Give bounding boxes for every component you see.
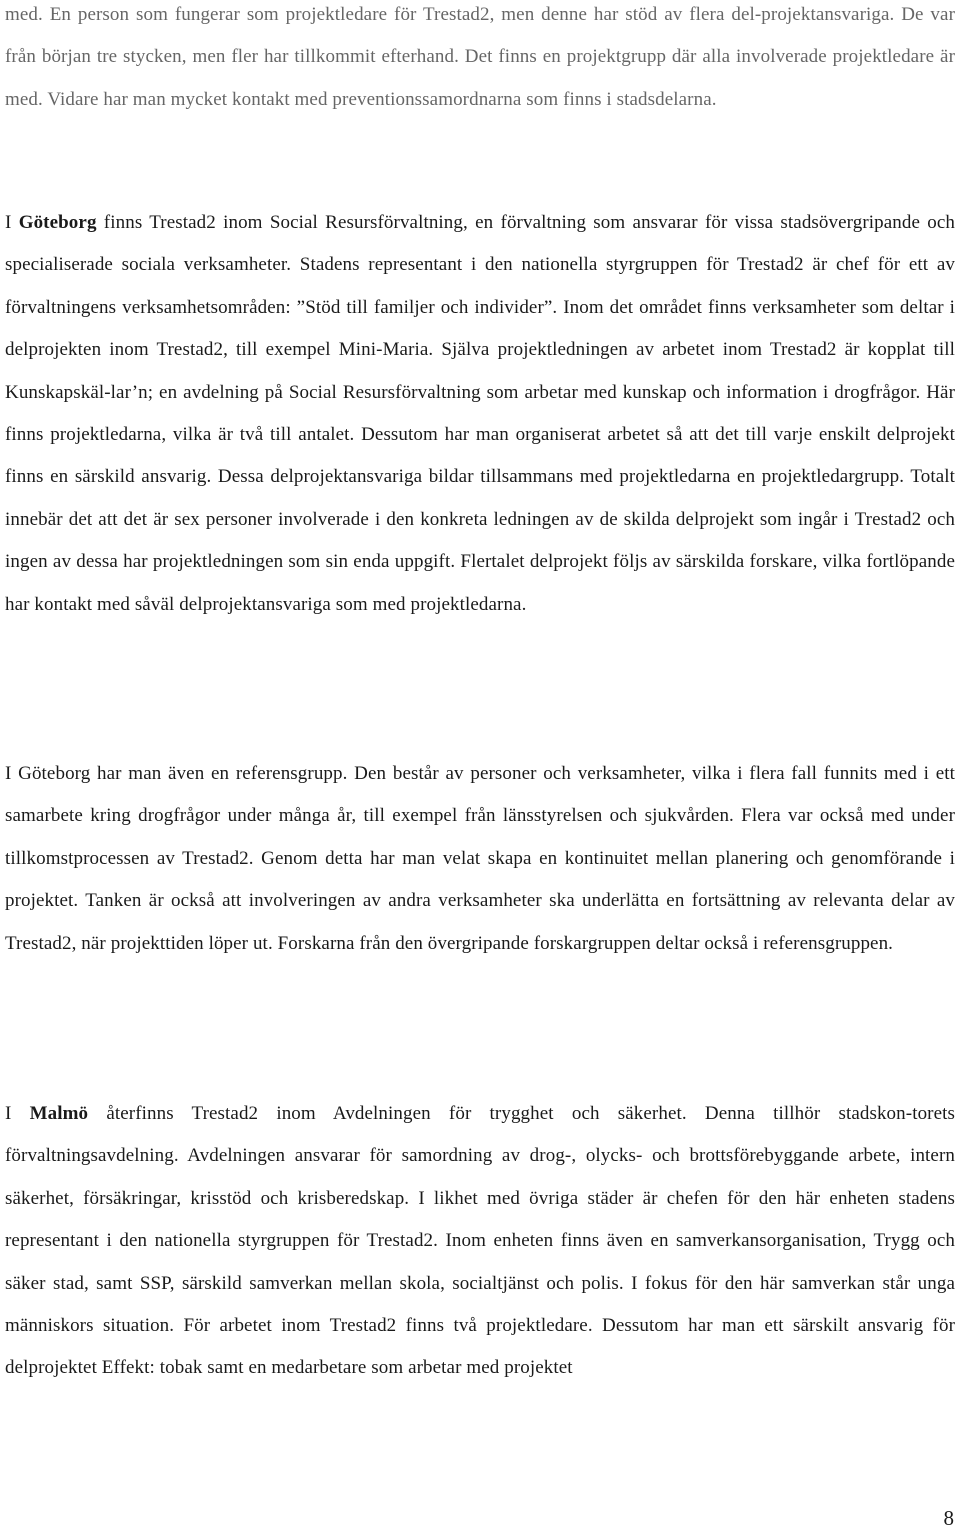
city-name-malmo: Malmö: [29, 1103, 89, 1124]
paragraph-text: I: [5, 212, 19, 233]
page-number: 8: [943, 1506, 954, 1530]
paragraph-text: I Göteborg har man även en referensgrupp. Den består av personer och verksamheter, vilka i flera fall funnits med i ett samarbete kring drogfrågor under många år, till exempel från länsstyrelsen och sjukvården. Flera var också med under tillkomstprocessen av Trestad2. Genom detta har man velat skapa en kontinuitet mellan planering och genomförande i projektet. Tanken är också att involveringen av andra verksamheter ska underlätta en fortsättning av relevanta delar av Trestad2, när projekttiden löper ut. Forskarna från den övergripande forskargruppen deltar också i referensgruppen.: [5, 763, 955, 954]
paragraph-text: I: [5, 1103, 30, 1124]
paragraph-malmo: [5, 1093, 955, 1390]
paragraph-text: återfinns Trestad2 inom Avdelningen för trygghet och säkerhet. Denna tillhör stadskon-torets förvaltningsavdelning. Avdelningen ansvarar för samordning av drog-, olycks- och brottsförebyggande arbete, intern säkerhet, försäkringar, krisstöd och krisberedskap. I likhet med övriga städer är chefen för den här enheten stadens representant i den nationella styrgruppen för Trestad2. Inom enheten finns även en samverkansorganisation, Trygg och säker stad, samt SSP, särskild samverkan mellan skola, socialtjänst och polis. I fokus för den här samverkan står unga människors situation. För arbetet inom Trestad2 finns två projektledare. Dessutom har man ett särskilt ansvarig för delprojektet Effekt: tobak samt en medarbetare som arbetar med projektet: [5, 1103, 956, 1379]
paragraph-intro: [5, 0, 955, 121]
paragraph-text: finns Trestad2 inom Social Resursförvaltning, en förvaltning som ansvarar för vissa stadsövergripande och specialiserade sociala verksamheter. Stadens representant i den nationella styrgruppen för Trestad2 är chef för ett av förvaltningens verksamhetsområden: ”Stöd till familjer och individer”. Inom det området finns verksamheter som deltar i delprojekten inom Trestad2, till exempel Mini-Maria. Själva projektledningen av arbetet inom Trestad2 är kopplat till Kunskapskäl-lar’n; en avdelning på Social Resursförvaltning som arbetar med kunskap och information i drogfrågor. Här finns projektledarna, vilka är två till antalet. Dessutom har man organiserat arbetet så att det till varje enskilt delprojekt finns en särskild ansvarig. Dessa delprojektansvariga bildar tillsammans med projektledarna en projektledargrupp. Totalt innebär det att det är sex personer involverade i den konkreta ledningen av de skilda delprojekt som ingår i Trestad2 och ingen av dessa har projektledningen som sin enda uppgift. Flertalet delprojekt följs av särskilda forskare, vilka fortlöpande har kontakt med såväl delprojektansvariga som med projektledarna.: [5, 212, 956, 615]
paragraph-goteborg: [5, 202, 955, 626]
paragraph-text: med. En person som fungerar som projektledare för Trestad2, men denne har stöd av flera del-projektansvariga. De var från början tre stycken, men fler har tillkommit efterhand. Det finns en projektgrupp där alla involverade projektledare är med. Vidare har man mycket kontakt med preventionssamordnarna som finns i stadsdelarna.: [5, 4, 955, 110]
paragraph-referensgrupp: [5, 753, 955, 965]
city-name-goteborg: Göteborg: [18, 212, 97, 233]
